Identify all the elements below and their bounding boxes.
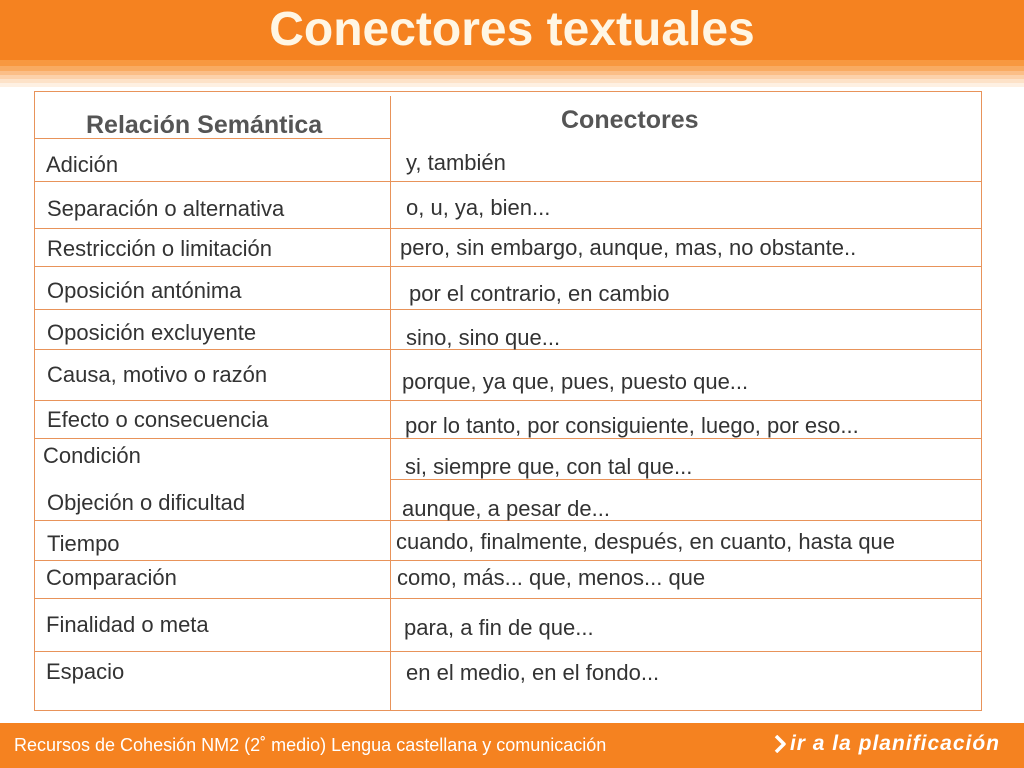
connectors-cell: aunque, a pesar de... [402,496,610,521]
table-row-divider [34,181,982,182]
connectors-cell: por lo tanto, por consiguiente, luego, por eso... [405,413,859,438]
table-row-divider [34,651,982,652]
relation-cell: Restricción o limitación [47,236,272,261]
slide-title: Conectores textuales [269,3,755,56]
column-header-relation: Relación Semántica [86,111,323,139]
connectors-cell: si, siempre que, con tal que... [405,454,693,479]
table-column-divider [390,96,391,711]
relation-cell: Efecto o consecuencia [47,407,269,432]
relation-cell: Finalidad o meta [46,612,209,637]
planning-link[interactable] [774,731,1000,757]
relation-cell: Condición [43,443,141,468]
connectors-cell: porque, ya que, pues, puesto que... [402,369,749,394]
connectors-cell: en el medio, en el fondo... [406,660,660,685]
relation-cell: Objeción o dificultad [47,490,246,515]
relation-cell: Oposición antónima [47,278,242,303]
relation-cell: Espacio [46,659,125,684]
connectors-cell: o, u, ya, bien... [406,195,551,220]
relation-cell: Comparación [46,565,177,590]
header-stripe [0,83,1024,87]
planning-link-label: ir a la planificación [789,732,1000,755]
table-row-divider [34,560,982,561]
table-row-divider [34,228,982,229]
relation-cell: Separación o alternativa [47,196,285,221]
table-row-divider [34,309,982,310]
table-row-divider [34,266,982,267]
table-row-divider [34,400,982,401]
relation-cell: Oposición excluyente [47,320,257,345]
column-header-connectors: Conectores [561,106,699,134]
connectors-cell: para, a fin de que... [404,615,594,640]
connectors-cell: cuando, finalmente, después, en cuanto, hasta que [396,529,896,554]
connectors-cell: por el contrario, en cambio [409,281,670,306]
connectors-cell: sino, sino que... [406,325,561,350]
relation-cell: Adición [46,152,119,177]
table-row-divider [34,598,982,599]
connectors-cell: y, también [406,150,506,175]
footer-course-text: Recursos de Cohesión NM2 (2˚ medio) Lengua castellana y comunicación [14,735,607,755]
connectors-cell: pero, sin embargo, aunque, mas, no obstante.. [400,235,857,260]
relation-cell: Tiempo [47,531,120,556]
chevron-right-icon [774,735,786,753]
footer-bar [0,723,1024,768]
connectors-cell: como, más... que, menos... que [397,565,706,590]
relation-cell: Causa, motivo o razón [47,362,268,387]
